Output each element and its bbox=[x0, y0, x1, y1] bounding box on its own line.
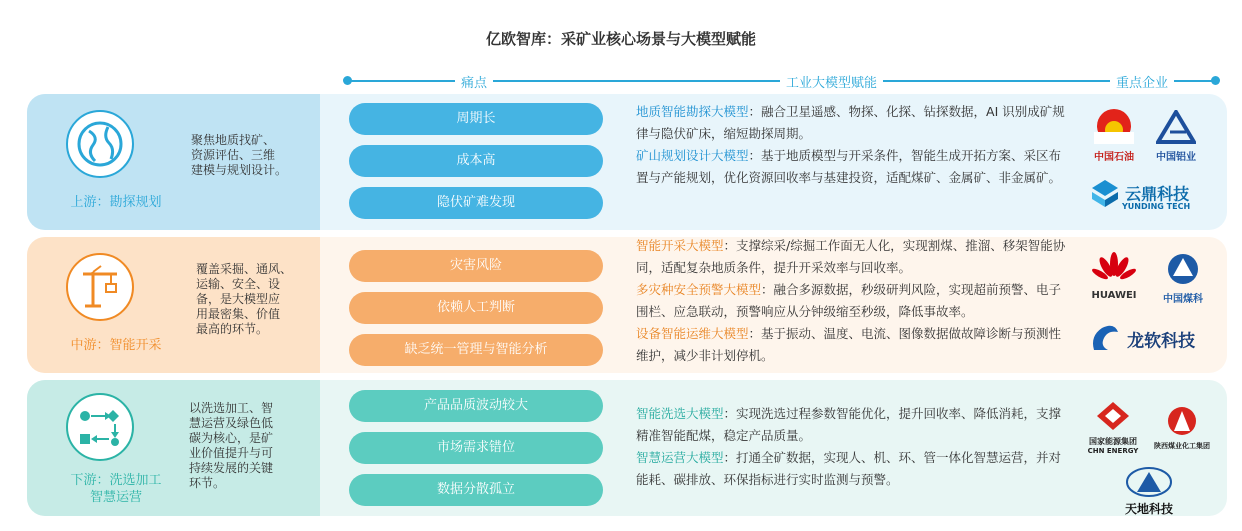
globe-icon bbox=[66, 110, 134, 178]
stage-label-midstream: 中游：智能开采 bbox=[70, 338, 162, 353]
petrochina-icon bbox=[1094, 106, 1134, 144]
logo-yunding: 云鼎科技 YUNDING TECH bbox=[1090, 178, 1200, 211]
stage-desc-upstream: 聚焦地质找矿、 资源评估、三维 建模与规划设计。 bbox=[191, 133, 288, 177]
stage-desc-downstream: 以洗选加工、智 慧运营及绿色低 碳为核心，是矿 业价值提升与可 持续发展的关键 环节。 bbox=[189, 401, 274, 490]
model-text: ：融合多源数据，秒级研判风险，实现超前预警、电子围栏、应急联动，预警响应从分钟级缩至秒级，降低事故率。 bbox=[636, 282, 1062, 319]
crane-icon bbox=[66, 253, 134, 321]
header-end-dot bbox=[1211, 76, 1220, 85]
model-text: ：基于振动、温度、电流、图像数据做故障诊断与预测性维护，减少非计划停机。 bbox=[636, 326, 1062, 363]
logo-tiandi: 天地科技 bbox=[1110, 466, 1188, 517]
chn-energy-icon bbox=[1093, 400, 1133, 432]
logo-petrochina: 中国石油 bbox=[1086, 106, 1142, 163]
pain-point: 产品品质波动较大 bbox=[349, 390, 603, 422]
model-text: ：打通全矿数据，实现人、机、环、管一体化智慧运营，并对能耗、碳排放、环保指标进行实时监测与预警。 bbox=[636, 450, 1062, 487]
model-desc-upstream bbox=[636, 101, 1066, 189]
logo-huawei: HUAWEI bbox=[1085, 252, 1143, 301]
stage-label-downstream: 下游：洗选加工 智慧运营 bbox=[70, 473, 162, 505]
logo-shaanxi-coal: 陕西煤业化工集团 bbox=[1150, 405, 1214, 451]
model-name: 智慧运营大模型 bbox=[636, 450, 724, 465]
page-title: 亿欧智库：采矿业核心场景与大模型赋能 bbox=[485, 30, 756, 48]
pain-point: 周期长 bbox=[349, 103, 603, 135]
pain-point: 灾害风险 bbox=[349, 250, 603, 282]
logo-ccteg: 中国煤科 bbox=[1152, 252, 1214, 305]
pain-point: 依赖人工判断 bbox=[349, 292, 603, 324]
header-pain-points: 痛点 bbox=[455, 72, 493, 91]
ccteg-icon bbox=[1163, 252, 1203, 286]
pain-point: 缺乏统一管理与智能分析 bbox=[349, 334, 603, 366]
model-name: 地质智能勘探大模型 bbox=[636, 104, 749, 119]
chinalco-icon bbox=[1156, 110, 1196, 144]
stage-desc-midstream: 覆盖采掘、通风、 运输、安全、设 备，是大模型应 用最密集、价值 最高的环节。 bbox=[196, 262, 293, 336]
model-name: 智能洗选大模型 bbox=[636, 406, 724, 421]
model-name: 智能开采大模型 bbox=[636, 238, 724, 253]
model-text: ：基于地质模型与开采条件，智能生成开拓方案、采区布置与产能规划，优化资源回收率与基建投资，适配煤矿、金属矿、非金属矿。 bbox=[636, 148, 1062, 185]
model-name: 设备智能运维大模型 bbox=[636, 326, 749, 341]
pain-point: 市场需求错位 bbox=[349, 432, 603, 464]
pain-point: 成本高 bbox=[349, 145, 603, 177]
stage-label-upstream: 上游：勘探规划 bbox=[70, 195, 162, 210]
process-flow-icon bbox=[66, 393, 134, 461]
pain-point: 隐伏矿难发现 bbox=[349, 187, 603, 219]
model-name: 矿山规划设计大模型 bbox=[636, 148, 749, 163]
model-text: ：支撑综采/综掘工作面无人化，实现割煤、推溜、移架智能协同，适配复杂地质条件，提升开采效率与回收率。 bbox=[636, 238, 1066, 275]
tiandi-icon bbox=[1125, 466, 1173, 498]
model-text: ：融合卫星遥感、物探、化探、钻探数据，AI 识别成矿规律与隐伏矿床，缩短勘探周期。 bbox=[636, 104, 1065, 141]
logo-chn-energy: 国家能源集团 CHN ENERGY bbox=[1080, 400, 1146, 455]
shaanxi-coal-icon bbox=[1164, 405, 1200, 437]
model-desc-downstream bbox=[636, 403, 1066, 491]
logo-longruan: 龙软科技 bbox=[1088, 322, 1208, 356]
model-desc-midstream bbox=[636, 235, 1066, 367]
huawei-icon bbox=[1092, 252, 1136, 286]
pain-point: 数据分散孤立 bbox=[349, 474, 603, 506]
logo-chinalco: 中国铝业 bbox=[1150, 110, 1202, 163]
header-companies: 重点企业 bbox=[1110, 72, 1174, 91]
header-model: 工业大模型赋能 bbox=[780, 72, 883, 91]
model-name: 多灾种安全预警大模型 bbox=[636, 282, 762, 297]
yunding-icon bbox=[1090, 178, 1120, 208]
model-text: ：实现洗选过程参数智能优化，提升回收率、降低消耗，支撑精准智能配煤，稳定产品质量。 bbox=[636, 406, 1062, 443]
longruan-icon bbox=[1088, 322, 1122, 356]
